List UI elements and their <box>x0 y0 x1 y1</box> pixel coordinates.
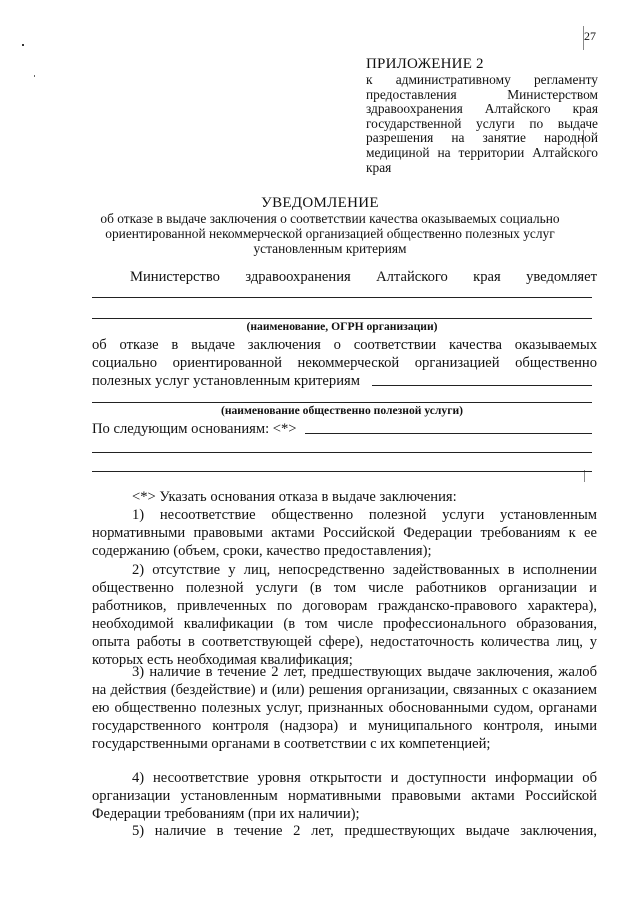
intro-word: здравоохранения <box>245 269 351 285</box>
appendix-title: ПРИЛОЖЕНИЕ 2 <box>366 56 484 72</box>
grounds-field-line[interactable] <box>92 452 592 453</box>
intro-word: края <box>473 269 501 285</box>
footnote-item: 4) несоответствие уровня открытости и доступности информации об организации установленным нормативными правовыми актами Российской Федерации требованиям (при их наличии); <box>92 770 597 823</box>
notice-title: УВЕДОМЛЕНИЕ <box>261 195 379 211</box>
refusal-line: социально ориентированной некоммерческой организацией общественно <box>92 355 597 371</box>
org-name-field-line[interactable] <box>92 318 592 319</box>
page-number: 27 <box>584 29 596 43</box>
service-caption: (наименование общественно полезной услуги) <box>220 404 464 417</box>
intro-word: Алтайского <box>376 269 448 285</box>
grounds-label: По следующим основаниям: <*> <box>92 421 297 437</box>
org-caption: (наименование, ОГРН организации) <box>246 320 438 333</box>
footnote-item: 2) отсутствие у лиц, непосредственно задействованных в исполнении общественно полезной услуги (в том числе работников организации и работников, привлеченных по договорам гражданско-правового характера), необходимой квалификации (в том числе профессионального образования, опыта работы в соответствующей сфере), недостаточность количества лиц, у которых есть необходимая квалификация; <box>92 562 597 669</box>
footnote-item: 5) наличие в течение 2 лет, предшествующих выдаче заключения, <box>132 823 597 839</box>
appendix-block <box>366 56 598 175</box>
org-name-field-line[interactable] <box>92 297 592 298</box>
grounds-field-line[interactable] <box>305 433 592 434</box>
scan-mark <box>22 44 24 46</box>
refusal-line: об отказе в выдаче заключения о соответствии качества оказываемых <box>92 337 597 353</box>
scan-mark <box>34 75 35 77</box>
intro-word: Министерство <box>130 269 220 285</box>
footnote-item: 3) наличие в течение 2 лет, предшествующих выдаче заключения, жалоб на действия (бездействие) и (или) решения организации, связанных с оказанием ею общественно полезных услуг, признанных обоснованными судом, органами государственного контроля (надзора) и муниципального контроля, иными государственными органами в соответствии с их компетенцией; <box>92 664 597 753</box>
appendix-text: к административному регламенту предоставления Министерством здравоохранения Алтайского края государственной услуги по выдаче разрешения на занятие народной медициной на территории Алтайского края <box>366 72 598 175</box>
refusal-line: полезных услуг установленным критериям <box>92 373 360 389</box>
service-name-field-line[interactable] <box>372 385 592 386</box>
grounds-field-line[interactable] <box>92 471 592 472</box>
footnote-item: 1) несоответствие общественно полезной услуги установленным нормативными правовыми актами Российской Федерации требованиям к ее содержанию (объем, сроки, качество предоставления); <box>92 507 597 560</box>
footnote-intro: <*> Указать основания отказа в выдаче заключения: <box>132 489 457 505</box>
notice-subtitle: об отказе в выдаче заключения о соответствии качества оказываемых социально ориентированной некоммерческой организацией общественно полезных услуг установленным критериям <box>100 211 560 256</box>
intro-line <box>130 268 597 286</box>
intro-word: уведомляет <box>526 269 597 285</box>
service-name-field-line[interactable] <box>92 402 592 403</box>
